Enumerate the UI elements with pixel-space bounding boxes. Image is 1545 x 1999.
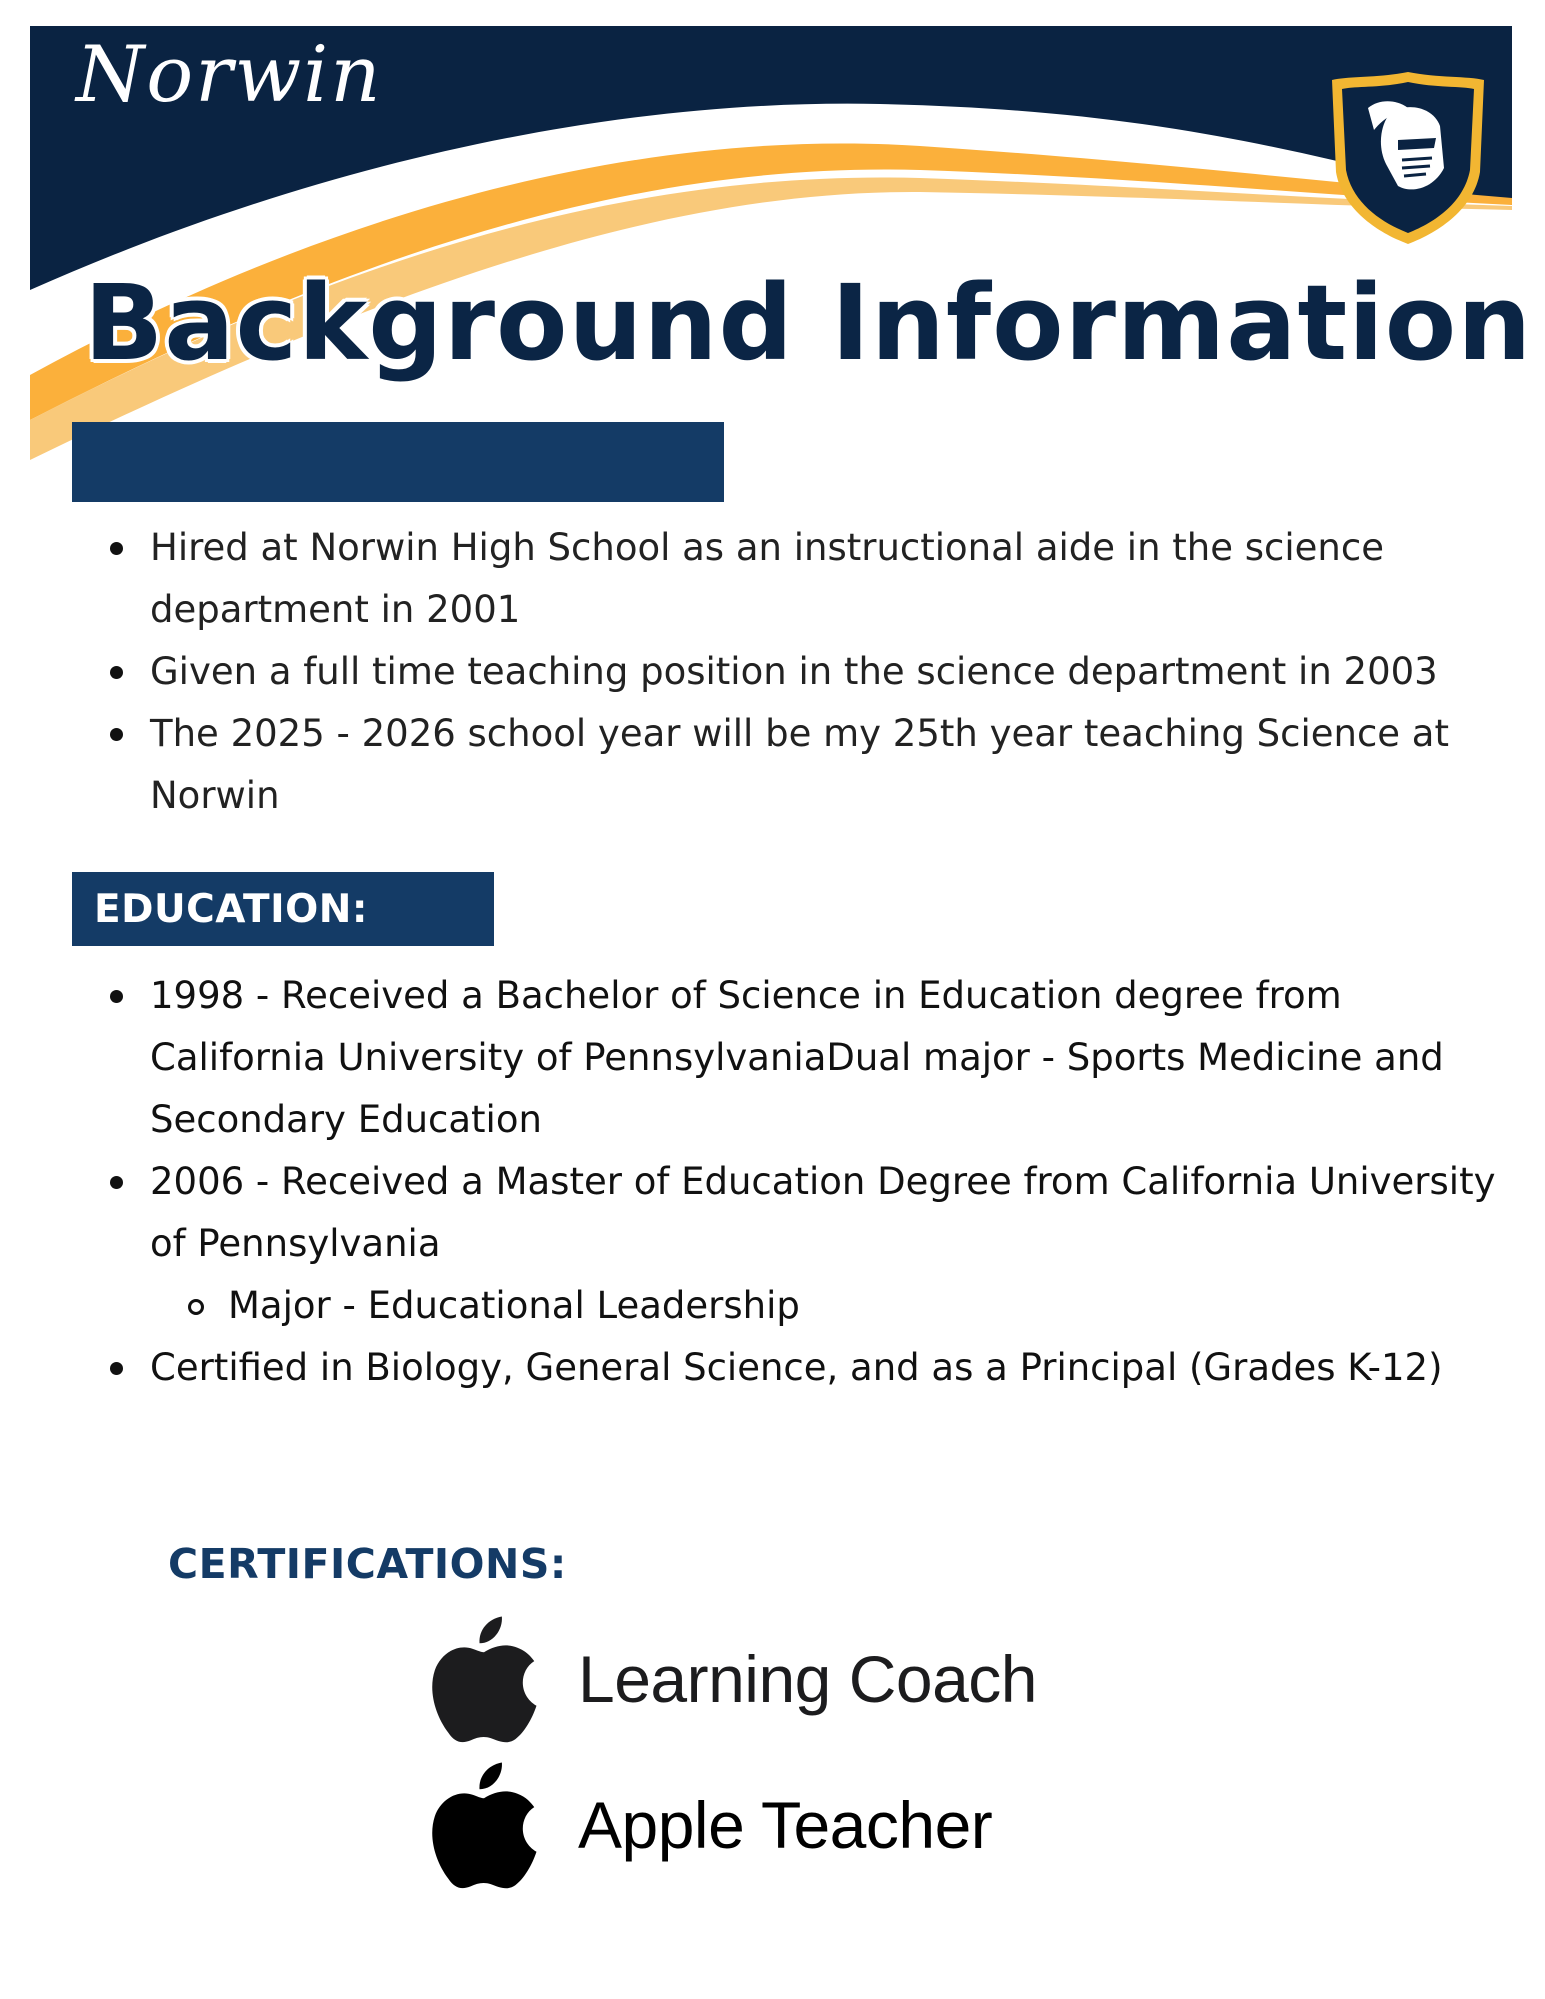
work-history-list — [150, 517, 1520, 827]
knight-shield-logo-icon — [1328, 68, 1488, 248]
apple-teacher-label: Apple Teacher — [578, 1788, 993, 1862]
list-item — [150, 1151, 1520, 1337]
list-item: 1998 - Received a Bachelor of Science in Education degree from California University of PennsylvaniaDual major - Sports Medicine and Secondary Education — [150, 965, 1520, 1151]
education-list — [150, 965, 1520, 1399]
education-sublist — [228, 1275, 1520, 1337]
list-item: Certified in Biology, General Science, and as a Principal (Grades K-12) — [150, 1337, 1520, 1399]
apple-teacher-badge — [428, 1758, 992, 1892]
list-item: Hired at Norwin High School as an instructional aide in the science department in 2001 — [150, 517, 1520, 641]
apple-logo-icon — [428, 1758, 540, 1892]
list-item-text: 2006 - Received a Master of Education Degree from California University of Pennsylvania — [150, 1160, 1496, 1265]
page-title: Background Information — [84, 262, 1533, 384]
sub-list-item: Major - Educational Leadership — [228, 1275, 1520, 1337]
list-item: The 2025 - 2026 school year will be my 25th year teaching Science at Norwin — [150, 703, 1520, 827]
norwin-brand-wordmark: Norwin — [76, 30, 383, 120]
list-item: Given a full time teaching position in the science department in 2003 — [150, 641, 1520, 703]
apple-logo-icon — [428, 1612, 540, 1746]
work-history-heading-bar — [72, 422, 724, 502]
learning-coach-label: Learning Coach — [578, 1642, 1037, 1716]
certifications-heading: CERTIFICATIONS: — [168, 1540, 567, 1588]
learning-coach-badge — [428, 1612, 1037, 1746]
education-heading: EDUCATION: — [72, 872, 494, 946]
